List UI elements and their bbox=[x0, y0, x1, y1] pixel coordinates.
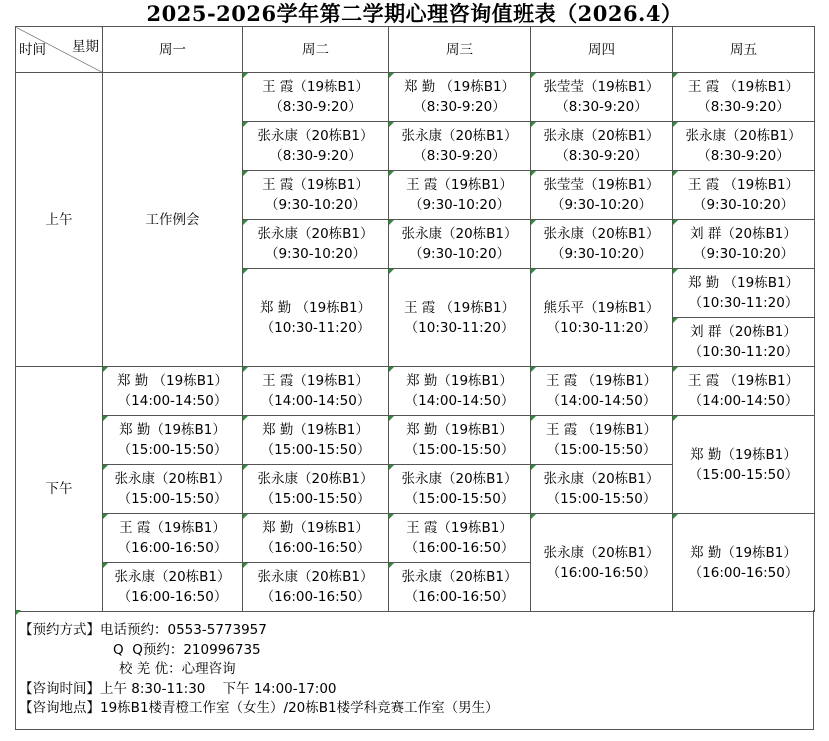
slot-cell bbox=[243, 73, 389, 122]
location-row bbox=[19, 699, 813, 719]
slot-cell bbox=[103, 563, 243, 612]
slot-time: （9:30-10:20） bbox=[408, 197, 511, 213]
slot-cell bbox=[389, 367, 531, 416]
slot-cell bbox=[389, 269, 531, 367]
slot-time: （8:30-9:20） bbox=[697, 99, 790, 115]
slot-counselor: 王 霞（19栋B1） bbox=[406, 177, 513, 193]
hours-value: 上午 8:30-11:30 下午 14:00-17:00 bbox=[100, 680, 337, 697]
day-header-mon: 周一 bbox=[103, 27, 243, 73]
slot-cell bbox=[389, 416, 531, 465]
slot-counselor: 郑 勤（19栋B1） bbox=[690, 544, 797, 561]
slot-cell bbox=[673, 367, 815, 416]
mon-am-cell: 工作例会 bbox=[103, 73, 243, 367]
slot-cell bbox=[389, 563, 531, 612]
period-label-am: 上午 bbox=[16, 73, 103, 367]
slot-time: （8:30-9:20） bbox=[555, 99, 648, 115]
slot-time: （16:00-16:50） bbox=[260, 589, 371, 605]
day-header-thu: 周四 bbox=[531, 27, 673, 73]
slot-time: （8:30-9:20） bbox=[413, 99, 506, 115]
slot-time: （9:30-10:20） bbox=[408, 246, 511, 262]
booking-label: 【预约方式】 bbox=[19, 622, 100, 638]
slot-time: （9:30-10:20） bbox=[692, 246, 795, 262]
slot-cell bbox=[673, 220, 815, 269]
slot-counselor: 张永康（20栋B1） bbox=[543, 128, 660, 144]
location-value: 19栋B1楼青橙工作室（女生）/20栋B1楼学科竞赛工作室（男生） bbox=[100, 700, 499, 716]
slot-counselor: 郑 勤（19栋B1） bbox=[406, 422, 513, 438]
slot-time: （15:00-15:50） bbox=[404, 442, 515, 458]
location-label: 【咨询地点】 bbox=[19, 700, 100, 716]
slot-time: （16:00-16:50） bbox=[546, 564, 657, 581]
slot-cell bbox=[531, 122, 673, 171]
slot-cell bbox=[673, 73, 815, 122]
slot-time: （9:30-10:20） bbox=[264, 197, 367, 213]
slot-cell bbox=[389, 465, 531, 514]
slot-counselor: 刘 群（20栋B1） bbox=[690, 226, 797, 242]
slot-cell bbox=[243, 171, 389, 220]
slot-cell bbox=[531, 416, 673, 465]
slot-time: （14:00-14:50） bbox=[260, 393, 371, 409]
slot-counselor: 王 霞 （19栋B1） bbox=[687, 373, 800, 389]
hours-row bbox=[19, 680, 813, 700]
slot-counselor: 郑 勤 （19栋B1） bbox=[403, 79, 516, 95]
slot-counselor: 张永康（20栋B1） bbox=[257, 569, 374, 585]
page-title: 2025-2026学年第二学期心理咨询值班表（2026.4） bbox=[146, 1, 683, 26]
slot-counselor: 郑 勤 （19栋B1） bbox=[259, 299, 372, 316]
slot-counselor: 王 霞 （19栋B1） bbox=[687, 79, 800, 95]
slot-cell bbox=[673, 318, 815, 367]
day-header-fri: 周五 bbox=[673, 27, 815, 73]
slot-cell bbox=[243, 416, 389, 465]
slot-counselor: 郑 勤 （19栋B1） bbox=[116, 373, 229, 389]
slot-cell bbox=[389, 73, 531, 122]
slot-time: （9:30-10:20） bbox=[692, 197, 795, 213]
slot-time: （16:00-16:50） bbox=[688, 564, 799, 581]
slot-cell bbox=[103, 514, 243, 563]
slot-cell bbox=[673, 122, 815, 171]
slot-time: （15:00-15:50） bbox=[546, 442, 657, 458]
day-header-wed: 周三 bbox=[389, 27, 531, 73]
slot-counselor: 张永康（20栋B1） bbox=[114, 471, 231, 487]
slot-cell bbox=[531, 220, 673, 269]
slot-cell bbox=[531, 269, 673, 367]
slot-cell bbox=[531, 367, 673, 416]
slot-counselor: 张永康（20栋B1） bbox=[685, 128, 802, 144]
slot-counselor: 郑 勤（19栋B1） bbox=[262, 520, 369, 536]
slot-time: （14:00-14:50） bbox=[117, 393, 228, 409]
slot-time: （16:00-16:50） bbox=[117, 589, 228, 605]
slot-cell bbox=[389, 122, 531, 171]
slot-counselor: 郑 勤（19栋B1） bbox=[690, 446, 797, 463]
hours-label: 【咨询时间】 bbox=[19, 680, 100, 697]
slot-time: （15:00-15:50） bbox=[546, 491, 657, 507]
slot-time: （9:30-10:20） bbox=[550, 197, 653, 213]
slot-cell bbox=[673, 514, 815, 612]
slot-counselor: 王 霞（19栋B1） bbox=[406, 520, 513, 536]
slot-counselor: 郑 勤 （19栋B1） bbox=[687, 275, 800, 291]
slot-counselor: 张永康（20栋B1） bbox=[257, 128, 374, 144]
slot-time: （16:00-16:50） bbox=[117, 540, 228, 556]
slot-time: （9:30-10:20） bbox=[264, 246, 367, 262]
slot-counselor: 熊乐平（19栋B1） bbox=[543, 299, 660, 316]
header-row bbox=[16, 27, 815, 73]
slot-time: （8:30-9:20） bbox=[697, 148, 790, 164]
slot-time: （9:30-10:20） bbox=[550, 246, 653, 262]
slot-cell bbox=[103, 367, 243, 416]
slot-counselor: 张永康（20栋B1） bbox=[401, 226, 518, 242]
time-label: 时间 bbox=[19, 42, 46, 58]
slot-counselor: 刘 群（20栋B1） bbox=[690, 324, 797, 340]
slot-counselor: 郑 勤（19栋B1） bbox=[406, 373, 513, 389]
slot-cell bbox=[243, 514, 389, 563]
slot-time: （16:00-16:50） bbox=[260, 540, 371, 556]
slot-time: （16:00-16:50） bbox=[404, 540, 515, 556]
slot-cell bbox=[673, 171, 815, 220]
slot-time: （10:30-11:20） bbox=[404, 319, 515, 336]
booking-qq: Q Q预约：210996735 bbox=[113, 641, 261, 658]
slot-time: （15:00-15:50） bbox=[688, 466, 799, 483]
slot-time: （8:30-9:20） bbox=[555, 148, 648, 164]
slot-time: （15:00-15:50） bbox=[404, 491, 515, 507]
slot-time: （14:00-14:50） bbox=[546, 393, 657, 409]
slot-cell bbox=[243, 563, 389, 612]
info-panel bbox=[15, 610, 814, 730]
slot-time: （15:00-15:50） bbox=[117, 491, 228, 507]
slot-counselor: 张永康（20栋B1） bbox=[257, 226, 374, 242]
slot-time: （14:00-14:50） bbox=[404, 393, 515, 409]
slot-cell bbox=[531, 465, 673, 514]
slot-time: （15:00-15:50） bbox=[117, 442, 228, 458]
slot-time: （15:00-15:50） bbox=[260, 442, 371, 458]
slot-cell bbox=[673, 416, 815, 514]
slot-counselor: 张永康（20栋B1） bbox=[114, 569, 231, 585]
slot-time: （16:00-16:50） bbox=[404, 589, 515, 605]
slot-counselor: 张永康（20栋B1） bbox=[401, 569, 518, 585]
slot-time: （10:30-11:20） bbox=[260, 319, 371, 336]
slot-time: （10:30-11:20） bbox=[546, 319, 657, 336]
slot-counselor: 郑 勤（19栋B1） bbox=[262, 422, 369, 438]
slot-counselor: 王 霞 （19栋B1） bbox=[687, 177, 800, 193]
slot-counselor: 张莹莹（19栋B1） bbox=[543, 177, 660, 193]
corner-cell bbox=[16, 27, 103, 73]
corner-marker bbox=[16, 610, 21, 615]
slot-counselor: 王 霞（19栋B1） bbox=[119, 520, 226, 536]
slot-cell bbox=[243, 122, 389, 171]
slot-counselor: 张永康（20栋B1） bbox=[543, 471, 660, 487]
slot-counselor: 张永康（20栋B1） bbox=[401, 128, 518, 144]
slot-cell bbox=[103, 465, 243, 514]
schedule-table bbox=[15, 26, 815, 612]
slot-counselor: 王 霞（19栋B1） bbox=[262, 373, 369, 389]
slot-counselor: 张永康（20栋B1） bbox=[543, 544, 660, 561]
booking-row bbox=[19, 621, 813, 641]
slot-counselor: 郑 勤（19栋B1） bbox=[119, 422, 226, 438]
slot-counselor: 王 霞 （19栋B1） bbox=[545, 373, 658, 389]
slot-counselor: 张莹莹（19栋B1） bbox=[543, 79, 660, 95]
slot-cell bbox=[389, 514, 531, 563]
slot-time: （14:00-14:50） bbox=[688, 393, 799, 409]
slot-cell bbox=[531, 514, 673, 612]
slot-time: （15:00-15:50） bbox=[260, 491, 371, 507]
slot-time: （10:30-11:20） bbox=[688, 295, 799, 311]
weekday-label: 星期 bbox=[72, 39, 99, 55]
slot-cell bbox=[389, 171, 531, 220]
slot-counselor: 张永康（20栋B1） bbox=[543, 226, 660, 242]
slot-cell bbox=[389, 220, 531, 269]
day-header-tue: 周二 bbox=[243, 27, 389, 73]
period-label-pm: 下午 bbox=[16, 367, 103, 612]
slot-counselor: 王 霞 （19栋B1） bbox=[545, 422, 658, 438]
slot-counselor: 王 霞（19栋B1） bbox=[262, 177, 369, 193]
slot-time: （8:30-9:20） bbox=[269, 148, 362, 164]
slot-time: （10:30-11:20） bbox=[688, 344, 799, 360]
slot-cell bbox=[243, 465, 389, 514]
slot-time: （8:30-9:20） bbox=[269, 99, 362, 115]
slot-cell bbox=[531, 73, 673, 122]
slot-time: （8:30-9:20） bbox=[413, 148, 506, 164]
slot-counselor: 王 霞（19栋B1） bbox=[262, 79, 369, 95]
slot-counselor: 张永康（20栋B1） bbox=[257, 471, 374, 487]
slot-counselor: 王 霞 （19栋B1） bbox=[403, 299, 516, 316]
booking-wechat: 校 羌 优：心理咨询 bbox=[119, 661, 236, 677]
booking-phone: 电话预约：0553-5773957 bbox=[100, 622, 267, 638]
slot-cell bbox=[103, 416, 243, 465]
slot-cell bbox=[243, 220, 389, 269]
slot-cell bbox=[531, 171, 673, 220]
slot-counselor: 张永康（20栋B1） bbox=[401, 471, 518, 487]
slot-cell bbox=[243, 367, 389, 416]
slot-cell bbox=[673, 269, 815, 318]
slot-cell bbox=[243, 269, 389, 367]
